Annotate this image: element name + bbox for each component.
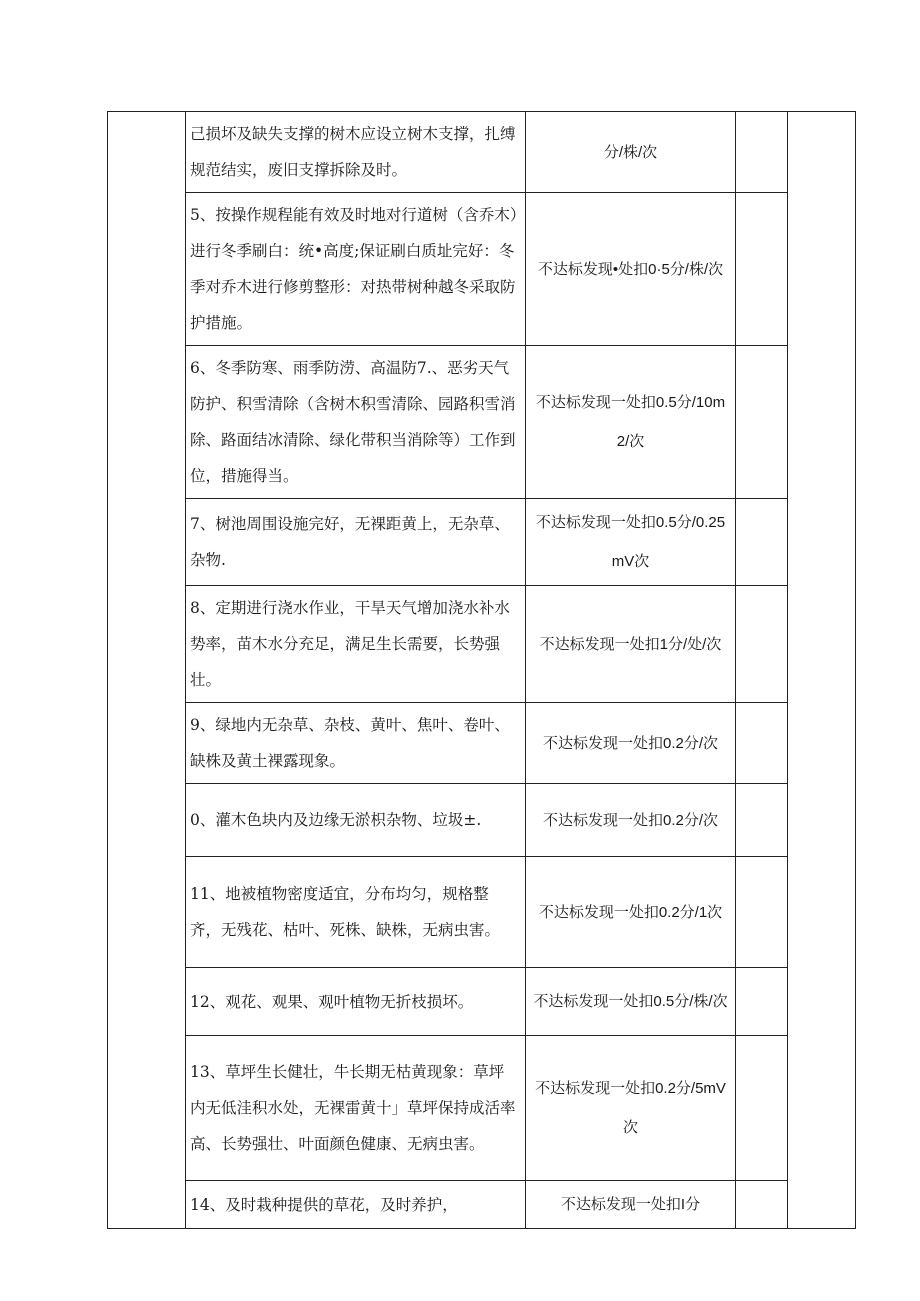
requirement-cell: 12、观花、观果、观叶植物无折枝损坏。 [186, 968, 526, 1036]
score-cell [736, 112, 788, 193]
requirement-cell: 己损坏及缺失支撑的树木应设立树木支撑，扎缚规范结实，废旧支撑拆除及时。 [186, 112, 526, 193]
table-row [108, 499, 856, 586]
table-row [108, 586, 856, 703]
deduction-standard-cell: 不达标发现一处扣I分 [526, 1181, 736, 1229]
deduction-standard-cell: 不达标发现一处扣0.5分/株/次 [526, 968, 736, 1036]
requirement-cell: 9、绿地内无杂草、杂枝、黄叶、焦叶、卷叶、缺株及黄土裸露现象。 [186, 703, 526, 784]
score-cell [736, 857, 788, 968]
deduction-standard-cell: 不达标发现一处扣0.2分/次 [526, 784, 736, 857]
requirement-cell: 5、按操作规程能有效及时地对行道树（含乔木）进行冬季刷白：统•高度;保证刷白质址完好：冬季对乔木进行修剪整形：对热带树种越冬采取防护措施。 [186, 193, 526, 346]
score-cell [736, 1181, 788, 1229]
score-cell [736, 1036, 788, 1181]
deduction-standard-cell: 不达标发现一处扣0.5分/10m2/次 [526, 346, 736, 499]
table-row [108, 784, 856, 857]
table-row [108, 193, 856, 346]
deduction-standard-cell: 不达标发现•处扣0·5分/株/次 [526, 193, 736, 346]
table-row [108, 857, 856, 968]
requirement-cell: 8、定期进行浇水作业，干旱天气增加浇水补水势率，苗木水分充足，满足生长需要，长势强壮。 [186, 586, 526, 703]
table-row [108, 968, 856, 1036]
table-row [108, 1181, 856, 1229]
deduction-standard-cell: 不达标发现一处扣0.2分/次 [526, 703, 736, 784]
requirement-cell: 0、灌木色块内及边缘无淤枳杂物、垃圾±. [186, 784, 526, 857]
requirement-cell: 14、及时栽种提供的草花，及时养护， [186, 1181, 526, 1229]
remark-cell [788, 112, 856, 1229]
score-cell [736, 703, 788, 784]
score-cell [736, 499, 788, 586]
assessment-table [107, 111, 856, 1229]
deduction-standard-cell: 不达标发现一处扣0.2分/5mV次 [526, 1036, 736, 1181]
category-cell [108, 112, 186, 1229]
score-cell [736, 193, 788, 346]
requirement-cell: 6、冬季防寒、雨季防涝、高温防7.、恶劣天气防护、积雪清除（含树木积雪清除、园路积雪消除、路面结冰清除、绿化带积当消除等）工作到位，措施得当。 [186, 346, 526, 499]
table-row [108, 703, 856, 784]
deduction-standard-cell: 不达标发现一处扣0.5分/0.25mV次 [526, 499, 736, 586]
table-row [108, 112, 856, 193]
deduction-standard-cell: 不达标发现一处扣0.2分/1次 [526, 857, 736, 968]
score-cell [736, 586, 788, 703]
requirement-cell: 7、树池周围设施完好，无裸距黄上，无杂草、杂物. [186, 499, 526, 586]
score-cell [736, 968, 788, 1036]
score-cell [736, 346, 788, 499]
score-cell [736, 784, 788, 857]
requirement-cell: 13、草坪生长健壮，牛长期无枯黄现象：草坪内无低洼积水处，无裸雷黄十」草坪保持成活率高、长势强壮、叶面颜色健康、无病虫害。 [186, 1036, 526, 1181]
requirement-cell: 11、地被植物密度适宜，分布均匀，规格整齐，无残花、枯叶、死株、缺株，无病虫害。 [186, 857, 526, 968]
deduction-standard-cell: 不达标发现一处扣1分/处/次 [526, 586, 736, 703]
table-row [108, 1036, 856, 1181]
deduction-standard-cell: 分/株/次 [526, 112, 736, 193]
table-row [108, 346, 856, 499]
